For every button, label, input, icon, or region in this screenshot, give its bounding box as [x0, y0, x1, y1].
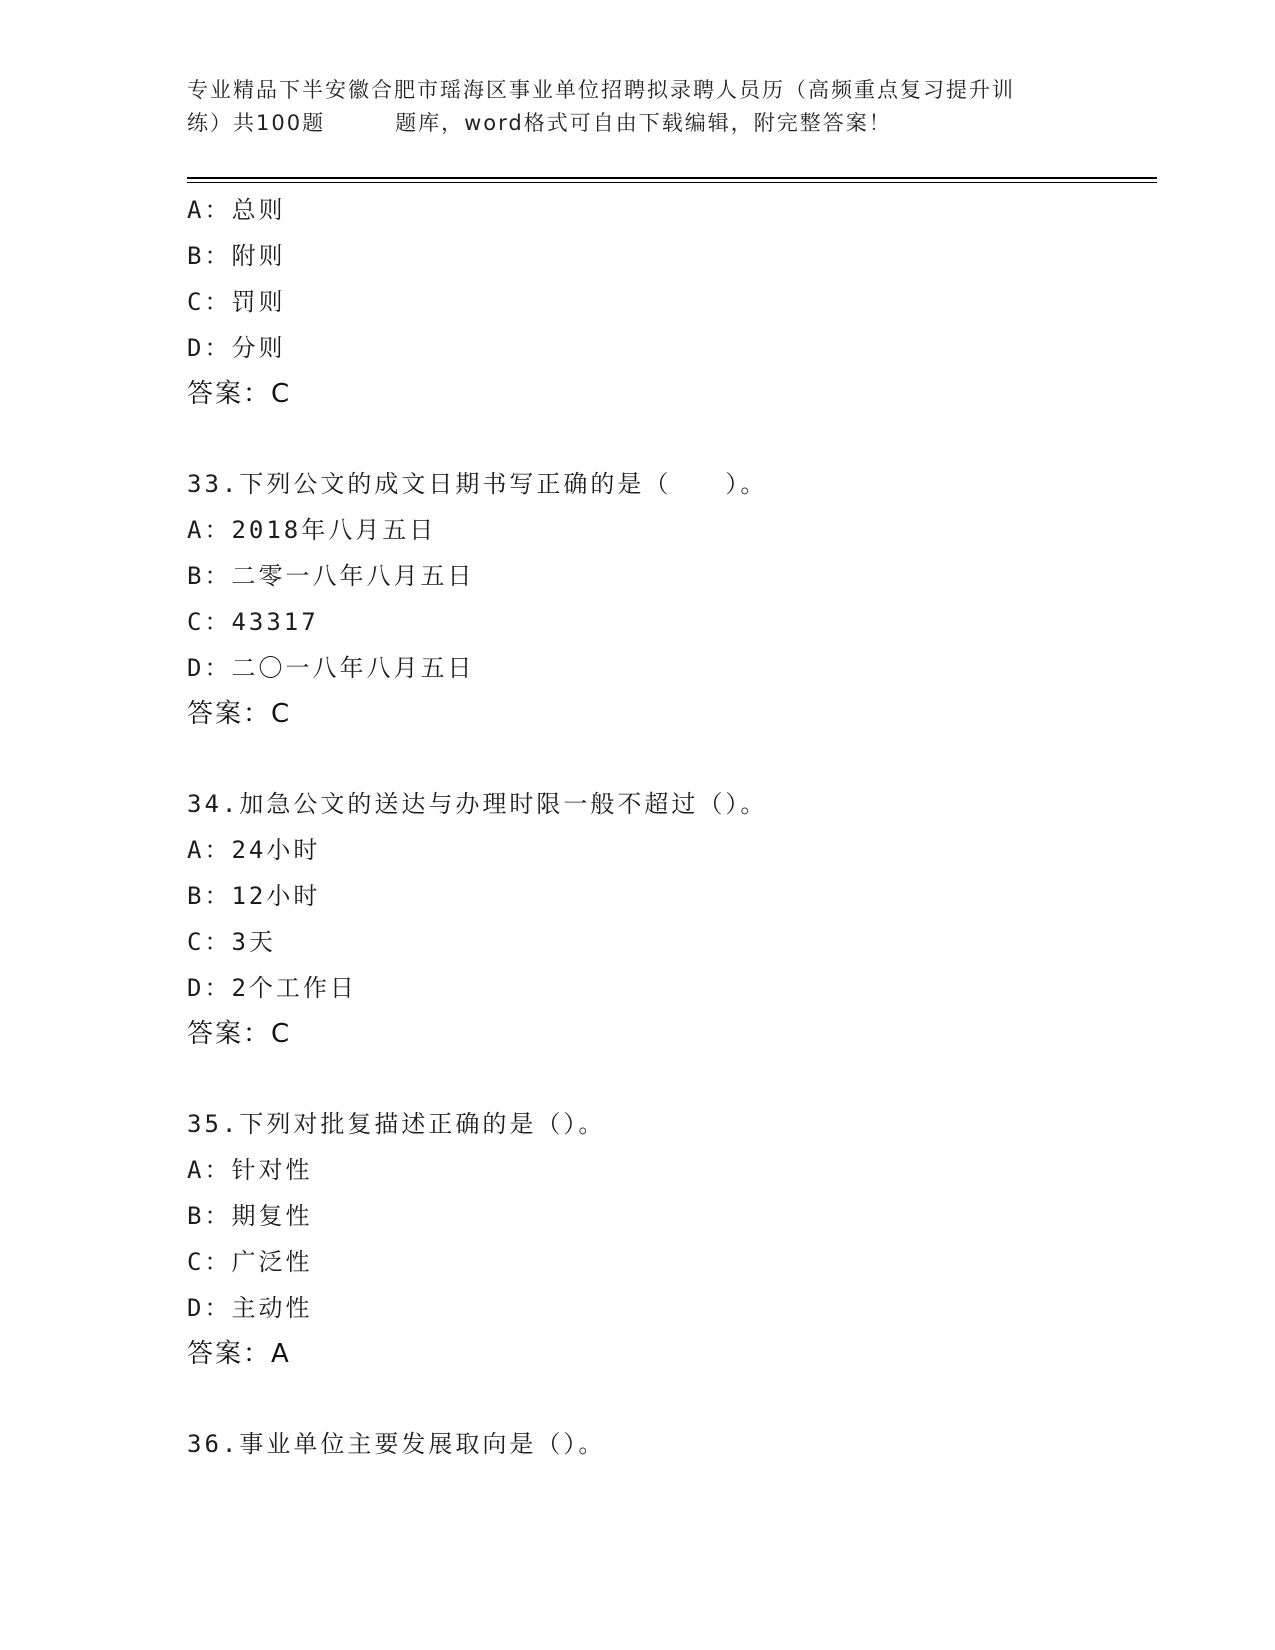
answer-line: 答案：C	[187, 699, 292, 729]
header-line-2-part-2: 题库，word格式可自由下载编辑，附完整答案！	[395, 111, 892, 135]
question-block	[187, 1101, 1147, 1377]
question-block	[187, 1421, 1147, 1467]
header-line-2-part-1: 练）共100题	[187, 111, 326, 135]
option-a: A：2018年八月五日	[187, 516, 437, 544]
question-text: 35.下列对批复描述正确的是（）。	[187, 1110, 606, 1138]
question-block	[187, 461, 1147, 737]
question-block	[187, 187, 1147, 417]
document-header	[187, 74, 1087, 140]
option-d: D：二〇一八年八月五日	[187, 654, 475, 682]
question-block	[187, 781, 1147, 1057]
question-text: 33.下列公文的成文日期书写正确的是（ ）。	[187, 470, 768, 498]
header-divider-thin	[187, 182, 1157, 183]
option-c: C：罚则	[187, 288, 286, 316]
option-c: C：3天	[187, 928, 276, 956]
option-c: C：43317	[187, 608, 319, 636]
question-list	[187, 187, 1147, 1467]
option-a: A：24小时	[187, 836, 321, 864]
header-line-2	[187, 107, 1087, 140]
option-d: D：主动性	[187, 1294, 313, 1322]
answer-line: 答案：C	[187, 1019, 292, 1049]
header-line-1: 专业精品下半安徽合肥市瑶海区事业单位招聘拟录聘人员历（高频重点复习提升训	[187, 78, 1015, 102]
option-d: D：分则	[187, 334, 286, 362]
question-text: 34.加急公文的送达与办理时限一般不超过（）。	[187, 790, 768, 818]
option-a: A：针对性	[187, 1156, 313, 1184]
answer-line: 答案：A	[187, 1339, 291, 1369]
option-b: B：附则	[187, 242, 286, 270]
option-b: B：期复性	[187, 1202, 313, 1230]
option-c: C：广泛性	[187, 1248, 313, 1276]
option-b: B：二零一八年八月五日	[187, 562, 475, 590]
answer-line: 答案：C	[187, 379, 292, 409]
option-b: B：12小时	[187, 882, 321, 910]
option-d: D：2个工作日	[187, 974, 357, 1002]
option-a: A：总则	[187, 196, 286, 224]
header-divider-thick	[187, 177, 1157, 179]
question-text: 36.事业单位主要发展取向是（）。	[187, 1430, 606, 1458]
